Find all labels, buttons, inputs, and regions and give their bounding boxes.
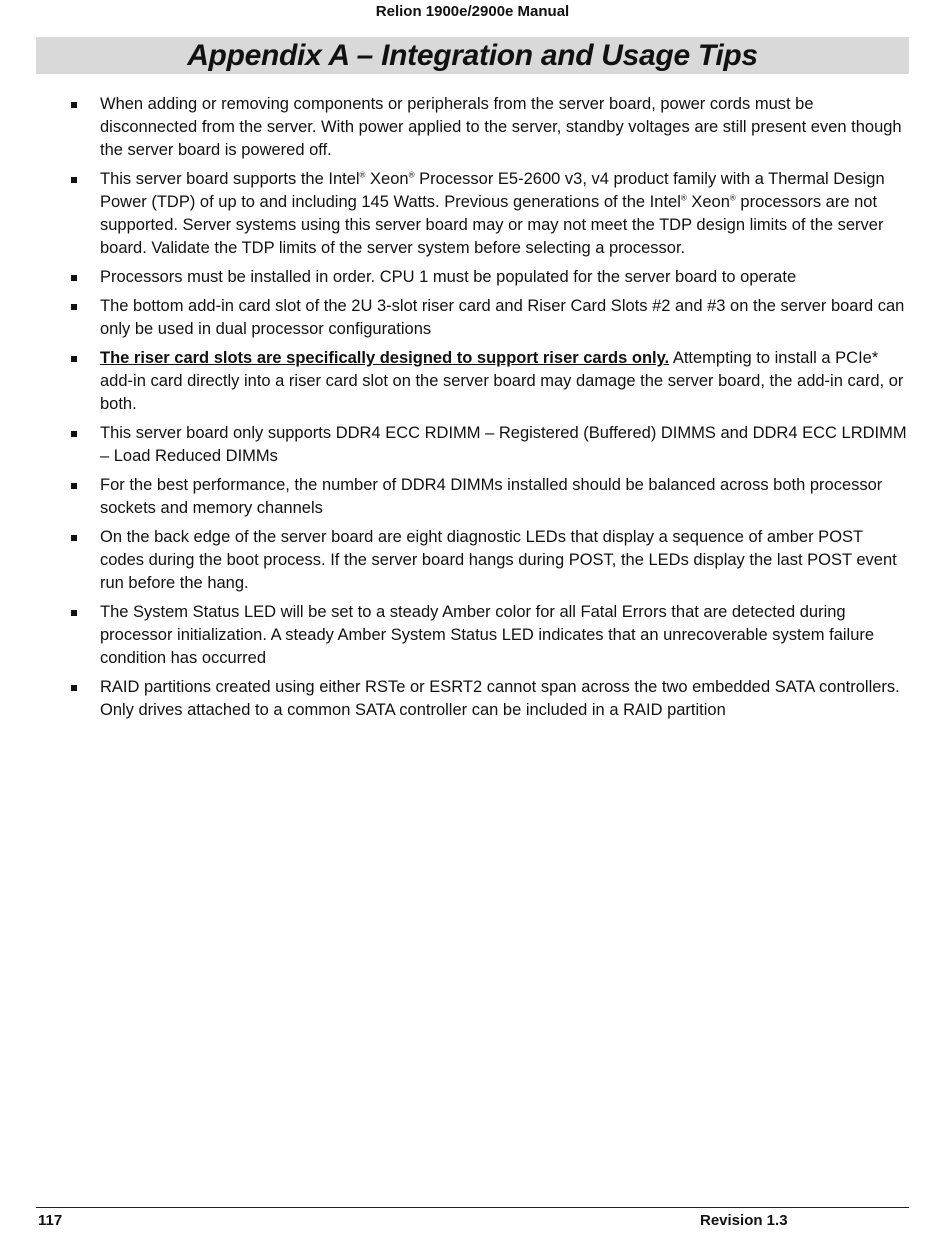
registered-mark: ® [359, 170, 366, 180]
tip-text: processors are not supported. Server systems using this server board may or may not meet the TDP design limits of the server board. Validate the TDP limits of the server system before selecting a processor. [100, 193, 884, 257]
tip-item [0, 93, 950, 162]
registered-mark: ® [680, 193, 687, 203]
tip-item [0, 526, 950, 595]
tip-text: The System Status LED will be set to a steady Amber color for all Fatal Errors that are detected during processor initialization. A steady Amber System Status LED indicates that an unrecoverable system failure condition has occurred [100, 603, 875, 667]
square-bullet-icon [71, 275, 77, 281]
tip-text: On the back edge of the server board are eight diagnostic LEDs that display a sequence of amber POST codes during the boot process. If the server board hangs during POST, the LEDs display the last POST event run before the hang. [100, 528, 897, 592]
tip-text: Xeon [365, 170, 409, 188]
tip-text: Xeon [686, 193, 730, 211]
tip-text: RAID partitions created using either RSTe or ESRT2 cannot span across the two embedded SATA controllers. Only drives attached to a common SATA controller can be included in a RAID partition [100, 678, 900, 719]
tip-text: When adding or removing components or peripherals from the server board, power cords must be disconnected from the server. With power applied to the server, standby voltages are still present even though the server board is powered off. [100, 95, 902, 159]
tip-text: This server board supports the Intel [100, 170, 360, 188]
section-title-bar [36, 37, 909, 74]
square-bullet-icon [71, 535, 77, 541]
revision-label: Revision 1.3 [700, 1212, 788, 1229]
tip-item [0, 601, 950, 670]
tip-item [0, 168, 950, 260]
square-bullet-icon [71, 483, 77, 489]
square-bullet-icon [71, 102, 77, 108]
tip-item [0, 422, 950, 468]
tip-text: This server board only supports DDR4 ECC RDIMM – Registered (Buffered) DIMMS and DDR4 ECC LRDIMM – Load Reduced DIMMs [100, 424, 907, 465]
running-header: Relion 1900e/2900e Manual [375, 3, 570, 20]
tip-item [0, 295, 950, 341]
tip-item [0, 266, 950, 289]
square-bullet-icon [71, 685, 77, 691]
page-number: 117 [38, 1212, 63, 1229]
tip-text: The bottom add-in card slot of the 2U 3-slot riser card and Riser Card Slots #2 and #3 on the server board can only be used in dual processor configurations [100, 297, 905, 338]
tip-item [0, 676, 950, 722]
registered-mark: ® [408, 170, 415, 180]
tips-list [0, 93, 950, 728]
tip-item [0, 474, 950, 520]
square-bullet-icon [71, 356, 77, 362]
tip-item [0, 347, 950, 416]
page-title: Appendix A – Integration and Usage Tips [187, 39, 758, 72]
square-bullet-icon [71, 177, 77, 183]
tip-text: For the best performance, the number of DDR4 DIMMs installed should be balanced across both processor sockets and memory channels [100, 476, 883, 517]
tip-emphasis: The riser card slots are specifically designed to support riser cards only. [100, 349, 670, 367]
registered-mark: ® [729, 193, 736, 203]
footer-divider [36, 1207, 909, 1208]
tip-text: Attempting to install a PCIe* add-in card directly into a riser card slot on the server board may damage the server board, the add-in card, or both. [100, 349, 904, 413]
tip-text: Processors must be installed in order. CPU 1 must be populated for the server board to operate [100, 268, 797, 286]
square-bullet-icon [71, 610, 77, 616]
square-bullet-icon [71, 304, 77, 310]
tip-text: Processor E5-2600 v3, v4 product family with a Thermal Design Power (TDP) of up to and including 145 Watts. Previous generations of the Intel [100, 170, 885, 211]
square-bullet-icon [71, 431, 77, 437]
